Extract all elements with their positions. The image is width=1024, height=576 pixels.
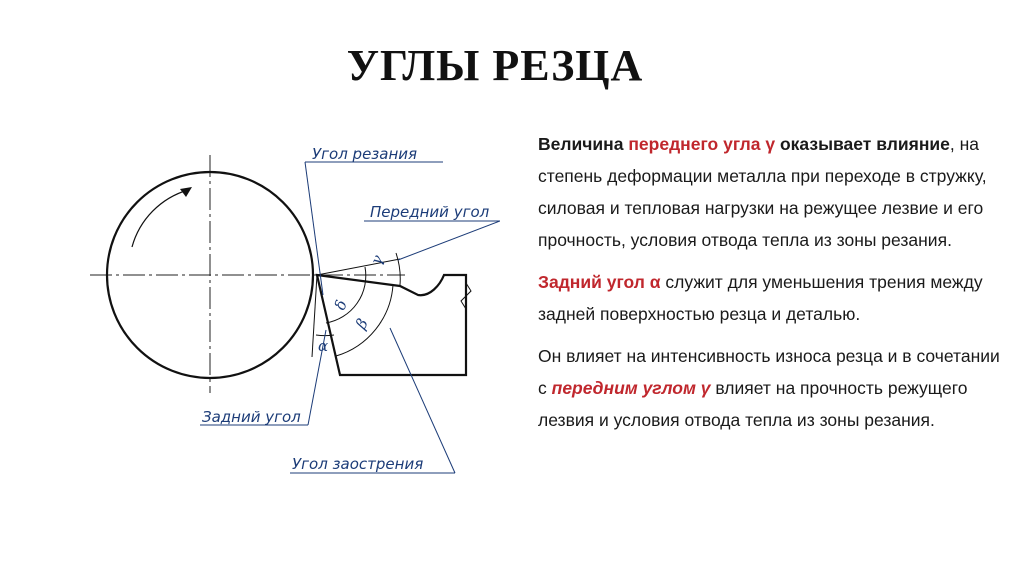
p1-lead: Величина (538, 134, 629, 154)
delta-symbol: δ (330, 297, 351, 313)
p1-bold-rest: оказывает влияние (775, 134, 950, 154)
paragraph-rake-angle (538, 128, 1008, 256)
cutting-plane-line (317, 259, 400, 275)
leader-rake (398, 221, 500, 260)
description-text (538, 128, 1008, 446)
p2-highlight: Задний угол α (538, 272, 661, 292)
page-title: УГЛЫ РЕЗЦА (346, 41, 644, 90)
label-cutting-angle: Угол резания (312, 145, 418, 163)
cutter-angles-diagram (80, 135, 500, 480)
p3-lead: Он влияет на интенсивность износа резца и в сочетании с (538, 346, 1000, 398)
alpha-symbol: α (318, 337, 329, 355)
label-wedge-angle: Угол заострения (292, 455, 424, 473)
p2-rest: служит для уменьшения трения между задней поверхностью резца и деталью. (538, 272, 983, 324)
gamma-symbol: γ (366, 252, 387, 268)
paragraph-wear (538, 340, 1008, 436)
label-rake-angle: Передний угол (370, 203, 490, 221)
beta-symbol: β (351, 315, 372, 332)
gamma-arc (396, 253, 400, 285)
leader-wedge (390, 328, 455, 473)
p3-highlight: передним углом γ (551, 378, 711, 398)
p1-rest: , на степень деформации металла при переходе в стружку, силовая и тепловая нагрузки на режущее лезвие и его прочность, условия отвода тепла из зоны резания. (538, 134, 987, 250)
label-clearance-angle: Задний угол (202, 408, 301, 426)
p1-highlight: переднего угла γ (628, 134, 776, 154)
cutter-body (317, 275, 466, 375)
p3-rest: влияет на прочность режущего лезвия и условия отвода тепла из зоны резания. (538, 378, 968, 430)
paragraph-clearance-angle (538, 266, 1008, 330)
